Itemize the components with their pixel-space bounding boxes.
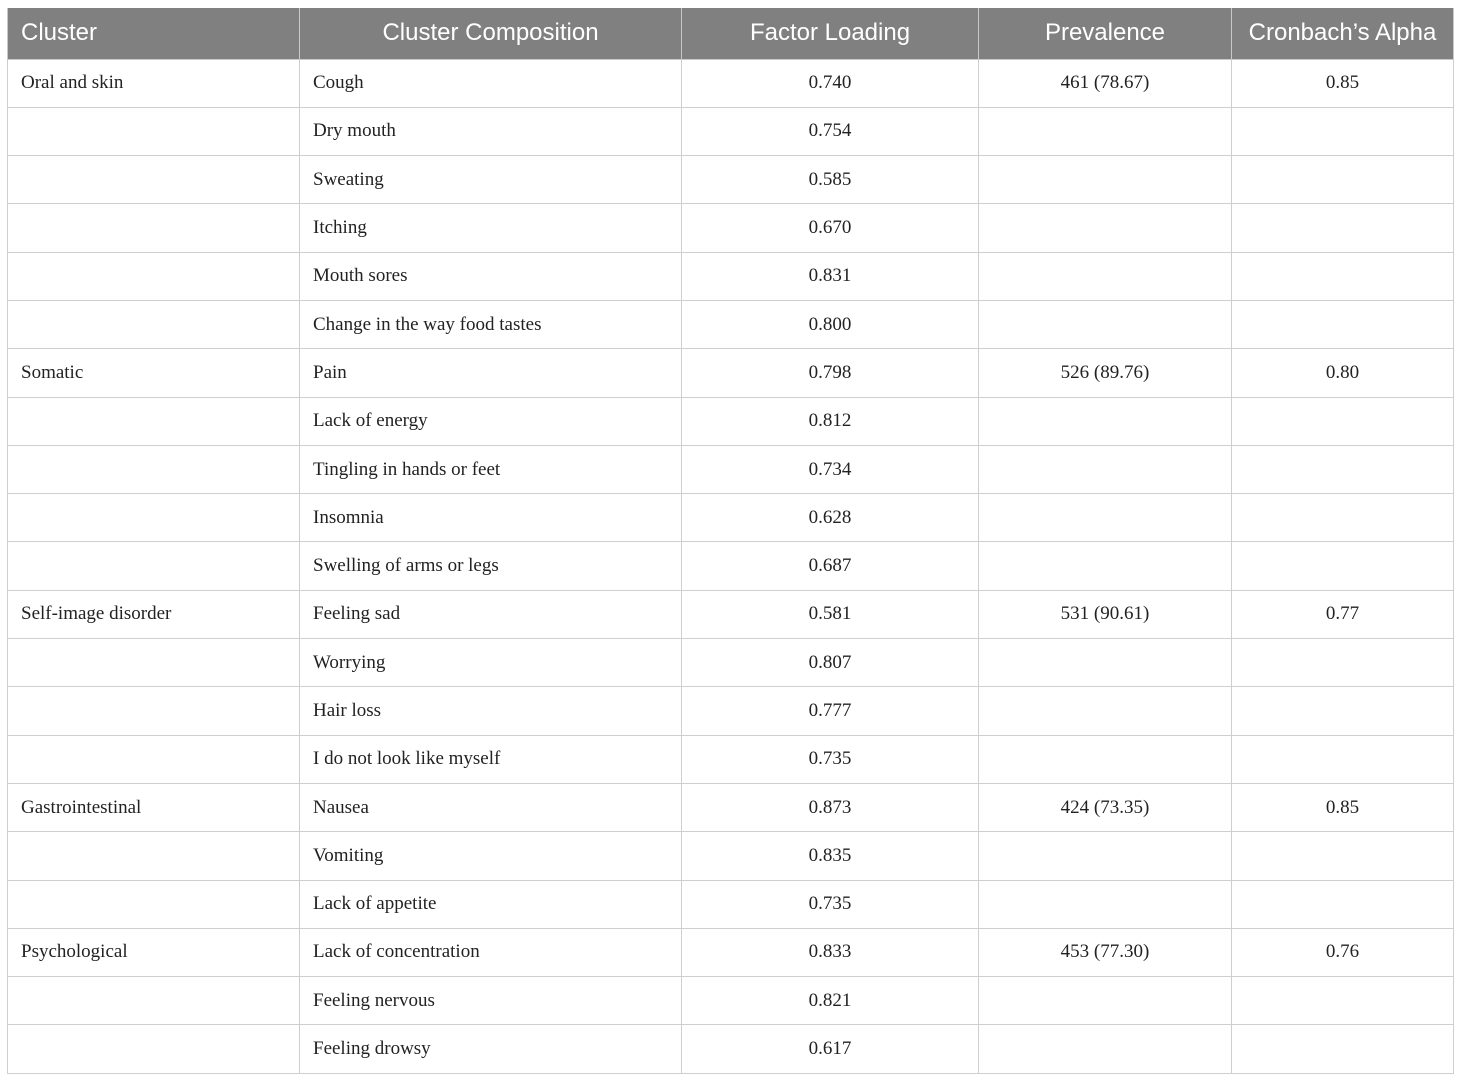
cell-composition: Swelling of arms or legs — [300, 542, 682, 590]
cell-cluster — [8, 445, 300, 493]
cell-cronbachs-alpha — [1232, 832, 1454, 880]
table-row — [8, 542, 1454, 590]
cell-cluster — [8, 687, 300, 735]
cell-composition: Vomiting — [300, 832, 682, 880]
cell-prevalence — [979, 397, 1232, 445]
table-row — [8, 156, 1454, 204]
cell-cronbachs-alpha: 0.77 — [1232, 590, 1454, 638]
cell-cronbachs-alpha — [1232, 1025, 1454, 1073]
cell-cluster: Oral and skin — [8, 59, 300, 107]
cell-composition: Cough — [300, 59, 682, 107]
cell-cronbachs-alpha — [1232, 252, 1454, 300]
cell-prevalence — [979, 107, 1232, 155]
cell-cluster: Somatic — [8, 349, 300, 397]
cell-factor-loading: 0.670 — [682, 204, 979, 252]
table-row — [8, 928, 1454, 976]
cell-cronbachs-alpha — [1232, 639, 1454, 687]
cell-composition: Feeling sad — [300, 590, 682, 638]
cell-cronbachs-alpha — [1232, 204, 1454, 252]
table-row — [8, 349, 1454, 397]
cell-factor-loading: 0.585 — [682, 156, 979, 204]
cell-composition: Nausea — [300, 783, 682, 831]
cell-factor-loading: 0.873 — [682, 783, 979, 831]
cell-factor-loading: 0.821 — [682, 977, 979, 1025]
cell-composition: Feeling drowsy — [300, 1025, 682, 1073]
cell-factor-loading: 0.798 — [682, 349, 979, 397]
cell-factor-loading: 0.800 — [682, 300, 979, 348]
cell-prevalence — [979, 445, 1232, 493]
cell-prevalence: 526 (89.76) — [979, 349, 1232, 397]
cell-factor-loading: 0.777 — [682, 687, 979, 735]
cell-cronbachs-alpha — [1232, 687, 1454, 735]
cell-cronbachs-alpha — [1232, 977, 1454, 1025]
header-prevalence: Prevalence — [979, 8, 1232, 59]
cell-factor-loading: 0.835 — [682, 832, 979, 880]
cell-factor-loading: 0.807 — [682, 639, 979, 687]
cell-prevalence — [979, 252, 1232, 300]
cell-prevalence: 424 (73.35) — [979, 783, 1232, 831]
cell-prevalence — [979, 639, 1232, 687]
table-row — [8, 735, 1454, 783]
cell-cluster — [8, 494, 300, 542]
cell-factor-loading: 0.831 — [682, 252, 979, 300]
cell-cluster — [8, 300, 300, 348]
cell-prevalence — [979, 494, 1232, 542]
cell-cronbachs-alpha: 0.85 — [1232, 59, 1454, 107]
cell-prevalence — [979, 300, 1232, 348]
table-row — [8, 107, 1454, 155]
cell-cluster — [8, 252, 300, 300]
cell-prevalence — [979, 204, 1232, 252]
table-row — [8, 832, 1454, 880]
cell-composition: Mouth sores — [300, 252, 682, 300]
cell-composition: Hair loss — [300, 687, 682, 735]
cell-cluster — [8, 204, 300, 252]
header-factor-loading: Factor Loading — [682, 8, 979, 59]
cell-cronbachs-alpha — [1232, 445, 1454, 493]
header-cluster-composition: Cluster Composition — [300, 8, 682, 59]
cell-cluster: Gastrointestinal — [8, 783, 300, 831]
cell-prevalence — [979, 542, 1232, 590]
cell-cronbachs-alpha — [1232, 542, 1454, 590]
table-row — [8, 252, 1454, 300]
cell-factor-loading: 0.617 — [682, 1025, 979, 1073]
cell-cluster — [8, 1025, 300, 1073]
cell-prevalence — [979, 687, 1232, 735]
cell-cluster: Self-image disorder — [8, 590, 300, 638]
cell-factor-loading: 0.833 — [682, 928, 979, 976]
cell-cluster — [8, 735, 300, 783]
table-row — [8, 783, 1454, 831]
table-row — [8, 1025, 1454, 1073]
cell-composition: Itching — [300, 204, 682, 252]
table-header — [8, 8, 1454, 59]
cell-cluster — [8, 397, 300, 445]
table-row — [8, 397, 1454, 445]
cell-factor-loading: 0.735 — [682, 735, 979, 783]
cell-prevalence — [979, 156, 1232, 204]
cell-composition: Change in the way food tastes — [300, 300, 682, 348]
cell-prevalence — [979, 880, 1232, 928]
cell-cluster — [8, 832, 300, 880]
cell-factor-loading: 0.754 — [682, 107, 979, 155]
cell-factor-loading: 0.740 — [682, 59, 979, 107]
cell-composition: Lack of energy — [300, 397, 682, 445]
cell-cluster — [8, 107, 300, 155]
cell-factor-loading: 0.628 — [682, 494, 979, 542]
cell-prevalence — [979, 832, 1232, 880]
cell-composition: Dry mouth — [300, 107, 682, 155]
cell-composition: Lack of concentration — [300, 928, 682, 976]
header-cronbachs-alpha: Cronbach’s Alpha — [1232, 8, 1454, 59]
cell-cluster — [8, 880, 300, 928]
cell-cronbachs-alpha: 0.76 — [1232, 928, 1454, 976]
table-row — [8, 445, 1454, 493]
table-row — [8, 59, 1454, 107]
cell-cronbachs-alpha: 0.80 — [1232, 349, 1454, 397]
cell-cronbachs-alpha — [1232, 107, 1454, 155]
cell-composition: Feeling nervous — [300, 977, 682, 1025]
cell-composition: Insomnia — [300, 494, 682, 542]
table-row — [8, 880, 1454, 928]
cell-cronbachs-alpha: 0.85 — [1232, 783, 1454, 831]
cell-prevalence — [979, 1025, 1232, 1073]
cell-composition: Lack of appetite — [300, 880, 682, 928]
cell-factor-loading: 0.581 — [682, 590, 979, 638]
cell-cluster — [8, 977, 300, 1025]
cell-prevalence — [979, 735, 1232, 783]
cell-factor-loading: 0.734 — [682, 445, 979, 493]
cell-prevalence — [979, 977, 1232, 1025]
symptom-cluster-table — [7, 8, 1454, 1074]
cell-cluster: Psychological — [8, 928, 300, 976]
cell-composition: Pain — [300, 349, 682, 397]
header-cluster: Cluster — [8, 8, 300, 59]
table-row — [8, 300, 1454, 348]
cell-cronbachs-alpha — [1232, 494, 1454, 542]
header-row — [8, 8, 1454, 59]
cell-composition: Tingling in hands or feet — [300, 445, 682, 493]
cell-prevalence: 453 (77.30) — [979, 928, 1232, 976]
cell-cronbachs-alpha — [1232, 300, 1454, 348]
cell-cronbachs-alpha — [1232, 735, 1454, 783]
cell-cronbachs-alpha — [1232, 156, 1454, 204]
cell-prevalence: 531 (90.61) — [979, 590, 1232, 638]
table-row — [8, 639, 1454, 687]
table-row — [8, 590, 1454, 638]
cell-factor-loading: 0.687 — [682, 542, 979, 590]
cell-cronbachs-alpha — [1232, 880, 1454, 928]
cell-cluster — [8, 639, 300, 687]
table-row — [8, 977, 1454, 1025]
cell-cluster — [8, 156, 300, 204]
cell-composition: Worrying — [300, 639, 682, 687]
cell-composition: I do not look like myself — [300, 735, 682, 783]
cell-composition: Sweating — [300, 156, 682, 204]
cell-cluster — [8, 542, 300, 590]
cell-cronbachs-alpha — [1232, 397, 1454, 445]
cell-prevalence: 461 (78.67) — [979, 59, 1232, 107]
table-body — [8, 59, 1454, 1073]
table-row — [8, 494, 1454, 542]
table-row — [8, 687, 1454, 735]
cell-factor-loading: 0.812 — [682, 397, 979, 445]
cell-factor-loading: 0.735 — [682, 880, 979, 928]
table-row — [8, 204, 1454, 252]
